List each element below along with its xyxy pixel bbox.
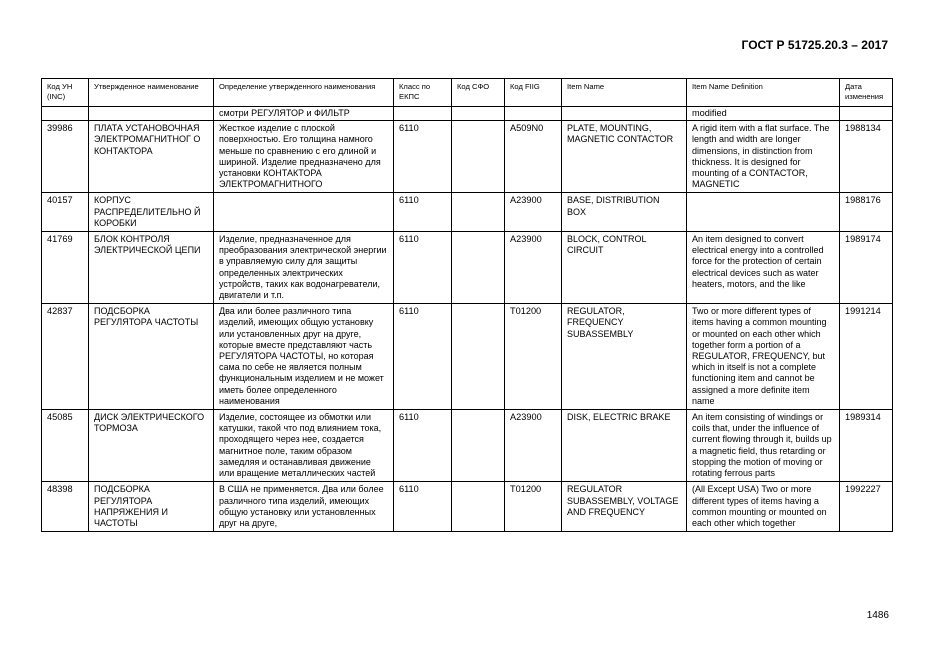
cell-inc: 41769: [42, 232, 89, 304]
cell-fiig: T01200: [505, 482, 562, 532]
cell-definition-ru: Два или более различного типа изделий, имеющих общую установку или установленных друг на друге, которые вместе представляют часть РЕГУЛЯТОРА ЧАСТОТЫ, но которая сама по себе не является полным функциональным изделием и не может иметь более определенного наименования: [214, 304, 394, 410]
cell-date: 1988134: [840, 121, 893, 193]
cell-fiig: A23900: [505, 193, 562, 232]
cell-date: 1992227: [840, 482, 893, 532]
header-date: Дата изменения: [840, 79, 893, 107]
cell-class: 6110: [394, 304, 452, 410]
cell-definition-ru: В США не применяется. Два или более различного типа изделий, имеющих общую установку или установленных друг на друге,: [214, 482, 394, 532]
cell-fiig: T01200: [505, 304, 562, 410]
cell-definition-ru: Изделие, предназначенное для преобразования электрической энергии в управляемую силу для защиты определенных электрических устройств, таких как водонагреватели, двигатели и т.п.: [214, 232, 394, 304]
cell-fiig: A23900: [505, 232, 562, 304]
header-item-name: Item Name: [562, 79, 687, 107]
document-standard-number: ГОСТ Р 51725.20.3 – 2017: [741, 38, 888, 52]
table-row: [42, 482, 893, 532]
cell-definition-ru: [214, 193, 394, 232]
cell-item-definition: Two or more different types of items having a common mounting or mounted on each other which together form a portion of a REGULATOR, FREQUENCY, but which in itself is not a complete functioning item and cannot be assigned a more definite item name: [687, 304, 840, 410]
cell-name-ru: КОРПУС РАСПРЕДЕЛИТЕЛЬНО Й КОРОБКИ: [89, 193, 214, 232]
cell-class: [394, 107, 452, 121]
cell-item-definition: (All Except USA) Two or more different types of items having a common mounting or mounted on each other which together: [687, 482, 840, 532]
cell-class: 6110: [394, 121, 452, 193]
header-inc: Код УН (INC): [42, 79, 89, 107]
cell-name-ru: ПОДСБОРКА РЕГУЛЯТОРА ЧАСТОТЫ: [89, 304, 214, 410]
cell-item-definition: An item consisting of windings or coils that, under the influence of current flowing through it, builds up a magnetic field, thus retarding or stopping the motion of moving or rotating ferrous parts: [687, 410, 840, 482]
cell-date: 1991214: [840, 304, 893, 410]
header-name-definition: Определение утвержденного наименования: [214, 79, 394, 107]
cell-name-ru: БЛОК КОНТРОЛЯ ЭЛЕКТРИЧЕСКОЙ ЦЕПИ: [89, 232, 214, 304]
page-number: 1486: [866, 610, 889, 621]
table-row-continuation: [42, 107, 893, 121]
table-row: [42, 304, 893, 410]
cell-class: 6110: [394, 193, 452, 232]
cell-item-definition: A rigid item with a flat surface. The length and width are longer dimensions, in distinction from thickness. It is designed for mounting of a CONTACTOR, MAGNETIC: [687, 121, 840, 193]
cell-inc: 42837: [42, 304, 89, 410]
cell-inc: 45085: [42, 410, 89, 482]
cell-inc: [42, 107, 89, 121]
cell-class: 6110: [394, 232, 452, 304]
cell-sfo: [452, 410, 505, 482]
header-class: Класс по ЕКПС: [394, 79, 452, 107]
cell-date: 1989314: [840, 410, 893, 482]
cell-name-ru: ДИСК ЭЛЕКТРИЧЕСКОГО ТОРМОЗА: [89, 410, 214, 482]
cell-fiig: [505, 107, 562, 121]
cell-fiig: A23900: [505, 410, 562, 482]
cell-item-name: [562, 107, 687, 121]
cell-sfo: [452, 193, 505, 232]
cell-sfo: [452, 107, 505, 121]
cell-item-definition: An item designed to convert electrical energy into a controlled force for the protection of certain electrical devices such as water heaters, motors, and the like: [687, 232, 840, 304]
cell-date: [840, 107, 893, 121]
cell-class: 6110: [394, 410, 452, 482]
table-row: [42, 193, 893, 232]
cell-item-name: PLATE, MOUNTING, MAGNETIC CONTACTOR: [562, 121, 687, 193]
cell-name-ru: ПЛАТА УСТАНОВОЧНАЯ ЭЛЕКТРОМАГНИТНОГ О КОНТАКТОРА: [89, 121, 214, 193]
cell-date: 1989174: [840, 232, 893, 304]
cell-item-name: DISK, ELECTRIC BRAKE: [562, 410, 687, 482]
header-fiig: Код FIIG: [505, 79, 562, 107]
header-sfo: Код СФО: [452, 79, 505, 107]
header-approved-name: Утвержденное наименование: [89, 79, 214, 107]
cell-item-definition: modified: [687, 107, 840, 121]
cell-definition-ru: Изделие, состоящее из обмотки или катушки, такой что под влиянием тока, проходящего через нее, создается магнитное поле, таким образом замедляя и останавливая движение или вращение металлических частей: [214, 410, 394, 482]
cell-class: 6110: [394, 482, 452, 532]
cell-inc: 39986: [42, 121, 89, 193]
cell-inc: 48398: [42, 482, 89, 532]
cell-date: 1988176: [840, 193, 893, 232]
cell-item-name: REGULATOR, FREQUENCY SUBASSEMBLY: [562, 304, 687, 410]
cell-definition-ru: смотри РЕГУЛЯТОР и ФИЛЬТР: [214, 107, 394, 121]
cell-inc: 40157: [42, 193, 89, 232]
cell-fiig: A509N0: [505, 121, 562, 193]
table-header-row: [42, 79, 893, 107]
cell-definition-ru: Жесткое изделие с плоской поверхностью. Его толщина намного меньше по сравнению с его длиной и шириной. Изделие предназначено для установки КОНТАКТОРА ЭЛЕКТРОМАГНИТНОГО: [214, 121, 394, 193]
table-row: [42, 232, 893, 304]
header-item-name-definition: Item Name Definition: [687, 79, 840, 107]
catalog-table: [41, 78, 893, 532]
cell-item-definition: [687, 193, 840, 232]
table-row: [42, 121, 893, 193]
cell-item-name: BASE, DISTRIBUTION BOX: [562, 193, 687, 232]
cell-sfo: [452, 121, 505, 193]
cell-name-ru: [89, 107, 214, 121]
cell-name-ru: ПОДСБОРКА РЕГУЛЯТОРА НАПРЯЖЕНИЯ И ЧАСТОТЫ: [89, 482, 214, 532]
cell-item-name: BLOCK, CONTROL CIRCUIT: [562, 232, 687, 304]
cell-sfo: [452, 482, 505, 532]
cell-sfo: [452, 304, 505, 410]
table-row: [42, 410, 893, 482]
cell-sfo: [452, 232, 505, 304]
cell-item-name: REGULATOR SUBASSEMBLY, VOLTAGE AND FREQUENCY: [562, 482, 687, 532]
